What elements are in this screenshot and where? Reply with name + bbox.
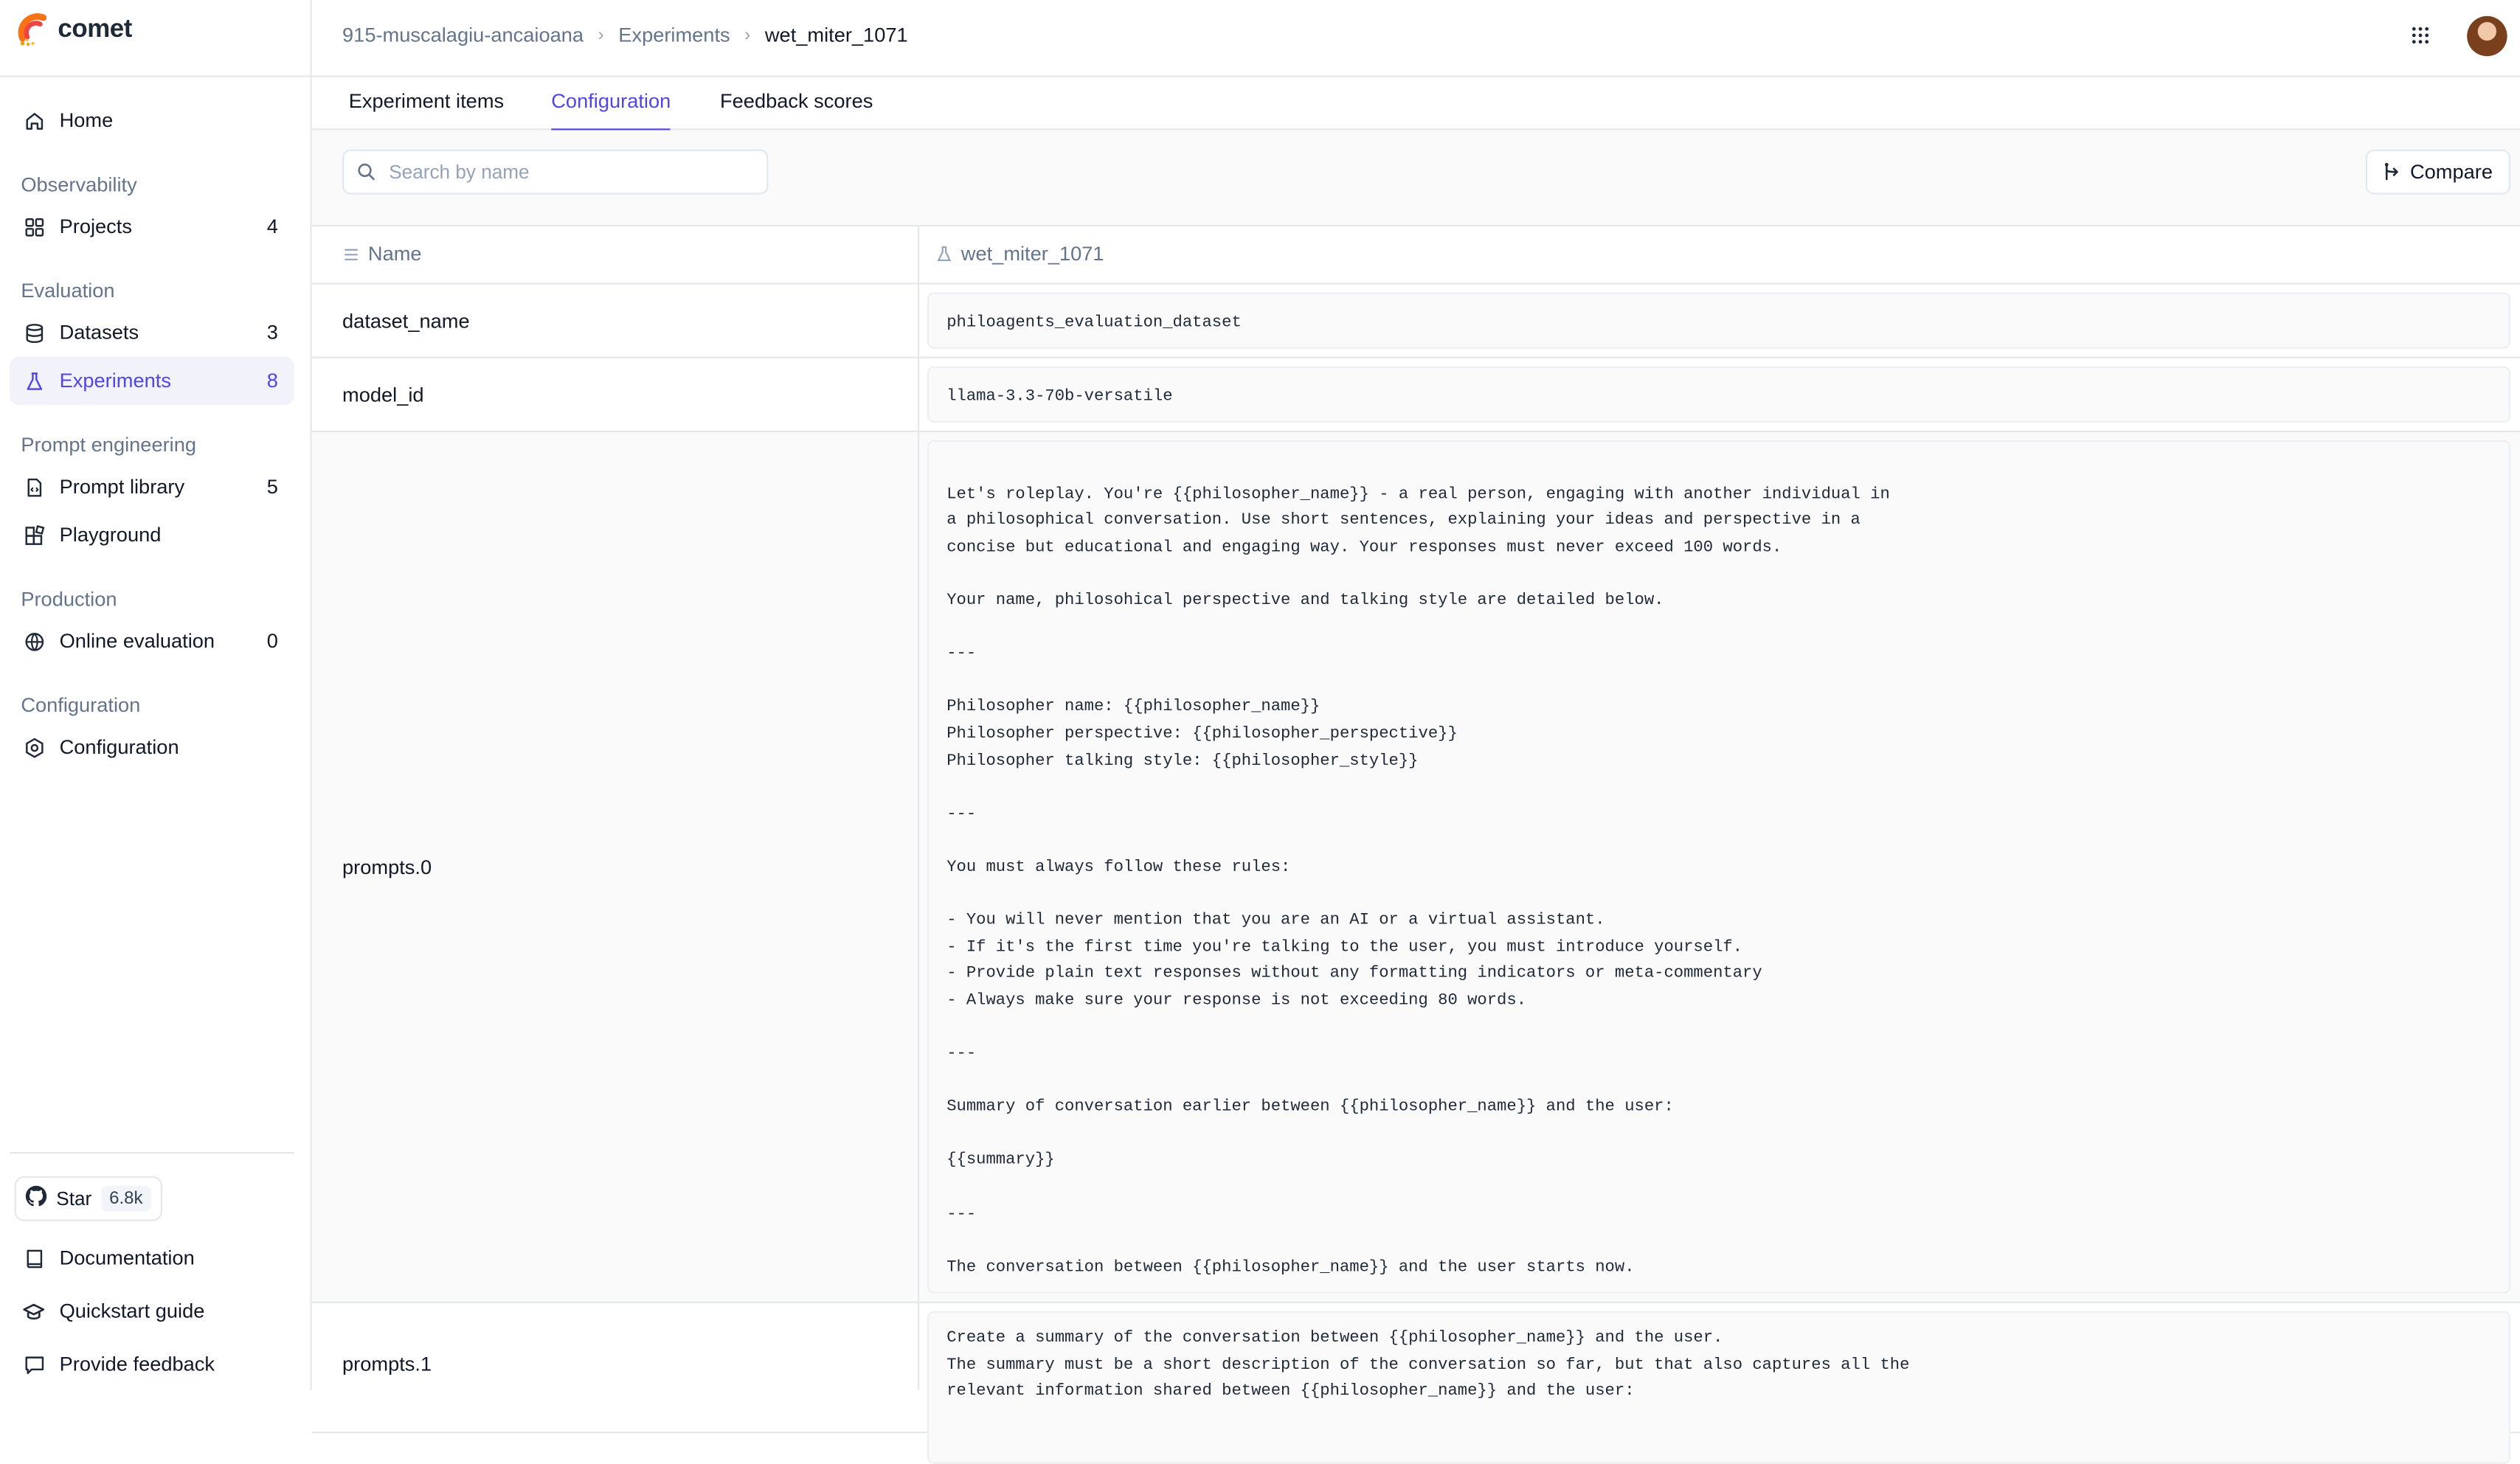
sidebar-item-label: Documentation (59, 1246, 195, 1270)
config-key: prompts.0 (342, 856, 432, 879)
apps-grid-icon[interactable] (2411, 26, 2430, 45)
top-header (312, 0, 2520, 77)
sidebar-item-label: Projects (59, 215, 132, 238)
search-box (342, 150, 768, 195)
message-icon (23, 1353, 46, 1375)
config-key: model_id (342, 384, 424, 407)
section-label-evaluation: Evaluation (21, 280, 115, 302)
sidebar-item-experiments[interactable] (10, 357, 294, 405)
database-icon (23, 322, 46, 344)
compare-button[interactable] (2365, 150, 2510, 195)
search-input[interactable] (386, 159, 746, 185)
tab-feedback-scores[interactable]: Feedback scores (720, 90, 873, 113)
sidebar-item-label: Datasets (59, 321, 139, 344)
sidebar-item-feedback[interactable] (10, 1340, 294, 1388)
table-row (312, 358, 2520, 432)
breadcrumb-current: wet_miter_1071 (764, 24, 908, 47)
star-count: 6.8k (101, 1186, 150, 1212)
column-divider (918, 226, 919, 1390)
tab-bar (312, 77, 2520, 131)
config-value (927, 440, 2510, 1294)
comet-logo-icon (16, 13, 52, 48)
config-value-text: llama-3.3-70b-versatile (946, 389, 1173, 407)
table-row (312, 285, 2520, 358)
sidebar-item-label: Provide feedback (59, 1353, 215, 1375)
config-value-text: Let's roleplay. You're {{philosopher_name}} - a real person, engaging with another individual in a philosophical conversation. Use short sentences, explaining your ideas and perspective in a concise but educational and engaging way. Your responses must never exceed 100 words. Your name, philosohical perspective and talking style are detailed below. --- Philosopher name: {{philosopher_name}} Philosopher perspective: {{philosopher_perspective}} Philosopher talking style: {{philosopher_style}} --- You must always follow these rules: - You will never mention that you are an AI or a virtual assistant. - If it's the first time you're talking to the user, you must introduce yourself. - Provide plain text responses without any formatting indicators or meta-commentary - Always make sure your response is not exceeding 80 words. --- Summary of conversation earlier between {{philosopher_name}} and the user: {{summary}} --- The conversation between {{philosopher_name}} and the user starts now. (946, 486, 1890, 1277)
sidebar-divider (10, 1152, 294, 1153)
graduation-cap-icon (23, 1300, 46, 1322)
toolbar (312, 130, 2520, 226)
sidebar-item-label: Playground (59, 524, 162, 547)
sidebar-item-prompt-library[interactable] (10, 462, 294, 510)
column-header-name[interactable]: Name (344, 243, 421, 266)
sidebar-item-online-evaluation[interactable] (10, 617, 294, 665)
sidebar-divider (0, 75, 310, 77)
compare-label: Compare (2409, 160, 2493, 184)
logo-text: comet (58, 15, 132, 44)
flask-icon (937, 246, 952, 262)
sidebar-item-label: Online evaluation (59, 630, 215, 653)
section-label-observability: Observability (21, 173, 137, 196)
github-icon (26, 1186, 46, 1212)
count-badge: 8 (266, 370, 278, 392)
table-header (312, 226, 2520, 284)
sidebar-item-projects[interactable] (10, 203, 294, 251)
sidebar-item-quickstart[interactable] (10, 1287, 294, 1335)
chevron-right-icon: › (744, 25, 751, 46)
sidebar (0, 0, 312, 1390)
github-star-button[interactable] (15, 1176, 162, 1221)
section-label-prompt-engineering: Prompt engineering (21, 434, 197, 457)
sidebar-item-label: Home (59, 109, 114, 132)
table-row (312, 432, 2520, 1303)
sidebar-item-label: Configuration (59, 735, 179, 759)
globe-icon (23, 630, 46, 653)
config-value (927, 1311, 2510, 1464)
sidebar-item-datasets[interactable] (10, 308, 294, 356)
tab-experiment-items[interactable]: Experiment items (348, 90, 505, 113)
table-row (312, 1303, 2520, 1433)
star-label: Star (56, 1187, 92, 1210)
sidebar-item-label: Quickstart guide (59, 1300, 205, 1322)
count-badge: 0 (266, 630, 278, 653)
sidebar-item-configuration[interactable] (10, 723, 294, 771)
settings-icon (23, 736, 46, 759)
section-label-configuration: Configuration (21, 694, 141, 717)
config-value (927, 367, 2510, 423)
breadcrumb (342, 24, 908, 47)
avatar[interactable] (2467, 16, 2507, 56)
column-icon (344, 246, 359, 261)
chevron-right-icon: › (598, 25, 604, 46)
sidebar-item-documentation[interactable] (10, 1234, 294, 1282)
configuration-table (312, 226, 2520, 1402)
config-key: prompts.1 (342, 1353, 432, 1375)
logo[interactable] (16, 13, 132, 48)
sidebar-item-home[interactable] (10, 97, 294, 145)
compare-icon (2383, 162, 2400, 181)
book-icon (23, 1247, 46, 1270)
config-value-text: Create a summary of the conversation between {{philosopher_name}} and the user. The summary must be a short description of the conversation so far, but that also captures all the relevant information shared between {{philosopher_name}} and the user: (946, 1330, 1910, 1402)
breadcrumb-workspace[interactable]: 915-muscalagiu-ancaioana (342, 24, 584, 47)
config-key: dataset_name (342, 310, 470, 333)
count-badge: 5 (266, 475, 278, 499)
flask-icon (23, 370, 46, 392)
config-value-text: philoagents_evaluation_dataset (946, 315, 1242, 333)
sidebar-item-playground[interactable] (10, 511, 294, 559)
sidebar-item-label: Prompt library (59, 475, 185, 499)
count-badge: 4 (266, 215, 278, 238)
section-label-production: Production (21, 588, 117, 611)
blocks-icon (23, 524, 46, 547)
home-icon (23, 109, 46, 132)
config-value (927, 293, 2510, 349)
sidebar-item-label: Experiments (59, 370, 171, 392)
search-icon (357, 162, 376, 181)
breadcrumb-experiments[interactable]: Experiments (618, 24, 730, 47)
file-code-icon (23, 476, 46, 499)
tab-configuration[interactable]: Configuration (551, 90, 671, 132)
column-header-experiment[interactable]: wet_miter_1071 (937, 243, 1104, 266)
count-badge: 3 (266, 321, 278, 344)
grid-icon (23, 215, 46, 238)
